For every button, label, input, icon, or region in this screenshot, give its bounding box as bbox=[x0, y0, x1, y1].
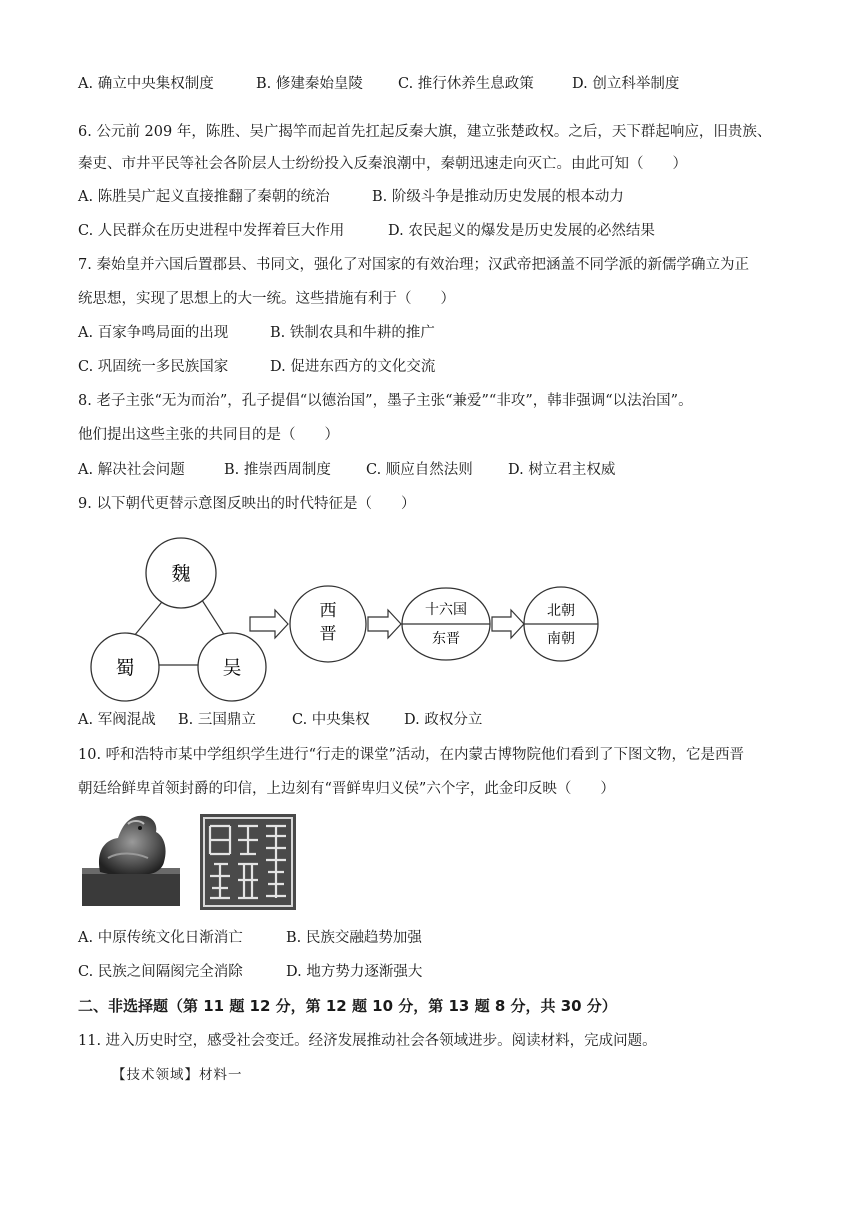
xijin-label-top: 西 bbox=[319, 601, 337, 621]
xijin-label-bottom: 晋 bbox=[319, 624, 337, 644]
q10-option-a: A. 中原传统文化日渐消亡 bbox=[78, 930, 243, 946]
q5-option-d: D. 创立科举制度 bbox=[572, 76, 680, 92]
dongjin-label: 东晋 bbox=[432, 631, 460, 647]
wu-label: 吴 bbox=[222, 657, 242, 679]
camel-knob bbox=[99, 816, 166, 874]
q7-stem-line2: 统思想，实现了思想上的大一统。这些措施有利于（ ） bbox=[78, 291, 455, 307]
q9-option-b: B. 三国鼎立 bbox=[178, 712, 256, 728]
nanchao-label: 南朝 bbox=[547, 631, 575, 647]
q7-option-b: B. 铁制农具和牛耕的推广 bbox=[270, 325, 435, 341]
q6-option-b: B. 阶级斗争是推动历史发展的根本动力 bbox=[372, 189, 624, 205]
beichao-label: 北朝 bbox=[547, 603, 575, 619]
q5-option-b: B. 修建秦始皇陵 bbox=[256, 76, 363, 92]
q8-stem-line2: 他们提出这些主张的共同目的是（ ） bbox=[78, 427, 339, 443]
q5-option-a: A. 确立中央集权制度 bbox=[78, 76, 214, 92]
q11-stem: 11. 进入历史时空，感受社会变迁。经济发展推动社会各领域进步。阅读材料，完成问题。 bbox=[78, 1033, 657, 1049]
q6-option-a: A. 陈胜吴广起义直接推翻了秦朝的统治 bbox=[78, 189, 330, 205]
q8-option-a: A. 解决社会问题 bbox=[78, 462, 185, 478]
gold-seal-photo bbox=[78, 812, 184, 908]
shu-label: 蜀 bbox=[115, 657, 135, 679]
q9-option-c: C. 中央集权 bbox=[292, 712, 370, 728]
q6-stem-line1: 6. 公元前 209 年，陈胜、吴广揭竿而起首先扛起反秦大旗，建立张楚政权。之后，天下群起响应，旧贵族、 bbox=[78, 124, 772, 140]
q5-option-c: C. 推行休养生息政策 bbox=[398, 76, 534, 92]
sixteen-label: 十六国 bbox=[425, 602, 467, 618]
q8-option-c: C. 顺应自然法则 bbox=[366, 462, 473, 478]
arrow-3-icon bbox=[492, 610, 524, 638]
q7-stem-line1: 7. 秦始皇并六国后置郡县、书同文，强化了对国家的有效治理；汉武帝把涵盖不同学派的新儒学确立为正 bbox=[78, 257, 749, 273]
q8-stem-line1: 8. 老子主张“无为而治”，孔子提倡“以德治国”，墨子主张“兼爱”“非攻”，韩非强调“以法治国”。 bbox=[78, 393, 693, 409]
q6-stem-line2: 秦吏、市井平民等社会各阶层人士纷纷投入反秦浪潮中，秦朝迅速走向灭亡。由此可知（ ） bbox=[78, 156, 687, 172]
q10-option-d: D. 地方势力逐渐强大 bbox=[286, 964, 423, 980]
q11-material-label: 【技术领域】材料一 bbox=[112, 1067, 243, 1083]
q10-stem-line2: 朝廷给鲜卑首领封爵的印信，上边刻有“晋鲜卑归义侯”六个字，此金印反映（ ） bbox=[78, 781, 615, 797]
q9-stem: 9. 以下朝代更替示意图反映出的时代特征是（ ） bbox=[78, 496, 416, 512]
q10-option-c: C. 民族之间隔阂完全消除 bbox=[78, 964, 243, 980]
q9-option-a: A. 军阀混战 bbox=[78, 712, 156, 728]
arrow-1-icon bbox=[250, 610, 288, 638]
arrow-2-icon bbox=[368, 610, 401, 638]
section-2-heading: 二、非选择题（第 11 题 12 分，第 12 题 10 分，第 13 题 8 分，共 30 分） bbox=[78, 997, 617, 1015]
q7-option-d: D. 促进东西方的文化交流 bbox=[270, 359, 436, 375]
q8-option-d: D. 树立君主权威 bbox=[508, 462, 616, 478]
q10-option-b: B. 民族交融趋势加强 bbox=[286, 930, 422, 946]
q10-stem-line1: 10. 呼和浩特市某中学组织学生进行“行走的课堂”活动，在内蒙古博物院他们看到了下图文物，它是西晋 bbox=[78, 747, 744, 763]
q7-option-c: C. 巩固统一多民族国家 bbox=[78, 359, 229, 375]
q7-option-a: A. 百家争鸣局面的出现 bbox=[78, 325, 229, 341]
q6-option-d: D. 农民起义的爆发是历史发展的必然结果 bbox=[388, 223, 655, 239]
seal-face-photo bbox=[200, 814, 296, 910]
dynasty-diagram bbox=[80, 535, 620, 705]
q8-option-b: B. 推崇西周制度 bbox=[224, 462, 331, 478]
wei-label: 魏 bbox=[171, 563, 191, 585]
q9-option-d: D. 政权分立 bbox=[404, 712, 483, 728]
q6-option-c: C. 人民群众在历史进程中发挥着巨大作用 bbox=[78, 223, 345, 239]
